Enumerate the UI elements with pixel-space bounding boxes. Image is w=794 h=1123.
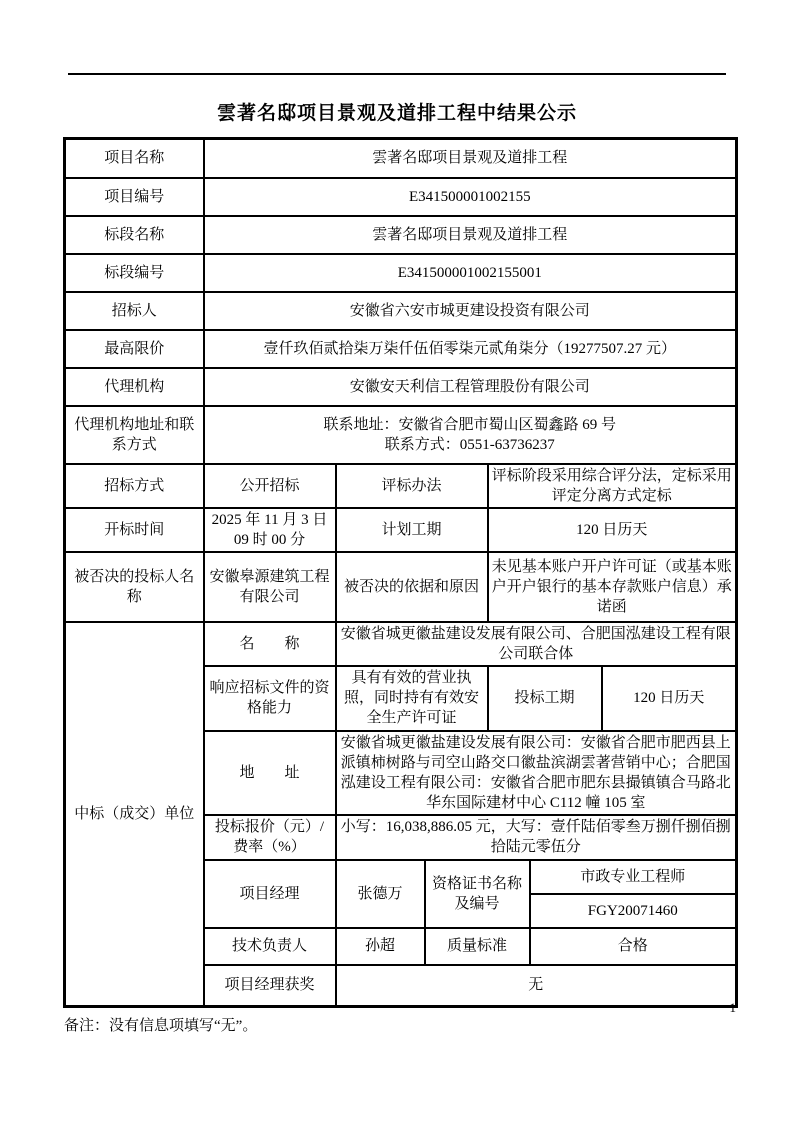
tech-lead-value: 孙超 — [336, 928, 425, 965]
tender-method-value: 公开招标 — [204, 464, 336, 508]
rejected-bidder-value: 安徽皋源建筑工程有限公司 — [204, 552, 336, 622]
qualification-label: 响应招标文件的资格能力 — [204, 666, 336, 731]
bid-result-table — [63, 137, 738, 1008]
table-row — [65, 552, 737, 622]
table-row — [65, 330, 737, 368]
section-code-label: 标段编号 — [65, 254, 204, 292]
tender-method-label: 招标方式 — [65, 464, 204, 508]
section-name-label: 标段名称 — [65, 216, 204, 254]
certificate-label: 资格证书名称及编号 — [425, 860, 530, 928]
certificate-name-value: 市政专业工程师 — [530, 860, 737, 894]
table-row — [65, 508, 737, 552]
table-row — [65, 216, 737, 254]
bid-price-value: 小写：16,038,886.05 元，大写：壹仟陆佰零叁万捌仟捌佰捌拾陆元零伍分 — [336, 815, 737, 860]
quality-standard-value: 合格 — [530, 928, 737, 965]
quality-standard-label: 质量标准 — [425, 928, 530, 965]
bid-price-label: 投标报价（元）/费率（%） — [204, 815, 336, 860]
tenderee-label: 招标人 — [65, 292, 204, 330]
winner-name-label: 名 称 — [204, 622, 336, 666]
planned-duration-value: 120 日历天 — [488, 508, 737, 552]
evaluation-method-value: 评标阶段采用综合评分法，定标采用评定分离方式定标 — [488, 464, 737, 508]
project-name-label: 项目名称 — [65, 139, 204, 178]
section-name-value: 雲著名邸项目景观及道排工程 — [204, 216, 737, 254]
page-title: 雲著名邸项目景观及道排工程中结果公示 — [216, 103, 577, 124]
pm-awards-value: 无 — [336, 965, 737, 1007]
table-row — [65, 254, 737, 292]
section-code-value: E341500001002155001 — [204, 254, 737, 292]
agency-contact-value — [204, 406, 737, 464]
agency-label: 代理机构 — [65, 368, 204, 406]
max-price-label: 最高限价 — [65, 330, 204, 368]
table-row — [65, 464, 737, 508]
project-manager-value: 张德万 — [336, 860, 425, 928]
table-row — [65, 368, 737, 406]
tenderee-value: 安徽省六安市城更建设投资有限公司 — [204, 292, 737, 330]
table-row — [65, 139, 737, 178]
agency-contact-address: 联系地址：安徽省合肥市蜀山区蜀鑫路 69 号 — [323, 416, 617, 433]
table-row — [65, 406, 737, 464]
project-code-value: E341500001002155 — [204, 178, 737, 216]
max-price-value: 壹仟玖佰贰拾柒万柒仟伍佰零柒元贰角柒分（19277507.27 元） — [204, 330, 737, 368]
table-row — [65, 178, 737, 216]
bid-opening-time-label: 开标时间 — [65, 508, 204, 552]
address-value: 安徽省城更徽盐建设发展有限公司：安徽省合肥市肥西县上派镇柿树路与司空山路交口徽盐滨湖雲著营销中心；合肥国泓建设工程有限公司：安徽省合肥市肥东县撮镇镇合马路北华东国际建材中心 C112 幢 105 室 — [336, 731, 737, 815]
bid-duration-value: 120 日历天 — [602, 666, 737, 731]
evaluation-method-label: 评标办法 — [336, 464, 488, 508]
certificate-no-value: FGY20071460 — [530, 894, 737, 928]
bid-duration-label: 投标工期 — [488, 666, 602, 731]
agency-contact-label: 代理机构地址和联系方式 — [65, 406, 204, 464]
address-label: 地 址 — [204, 731, 336, 815]
project-name-value: 雲著名邸项目景观及道排工程 — [204, 139, 737, 178]
page-number: 1 — [729, 1000, 736, 1015]
rejected-bidder-label: 被否决的投标人名称 — [65, 552, 204, 622]
bid-opening-time-value: 2025 年 11 月 3 日 09 时 00 分 — [204, 508, 336, 552]
table-row — [65, 622, 737, 666]
table-row — [65, 292, 737, 330]
project-manager-label: 项目经理 — [204, 860, 336, 928]
agency-value: 安徽安天利信工程管理股份有限公司 — [204, 368, 737, 406]
footer-note: 备注：没有信息项填写“无”。 — [64, 1018, 258, 1034]
tech-lead-label: 技术负责人 — [204, 928, 336, 965]
winner-name-value: 安徽省城更徽盐建设发展有限公司、合肥国泓建设工程有限公司联合体 — [336, 622, 737, 666]
qualification-value: 具有有效的营业执照，同时持有有效安全生产许可证 — [336, 666, 488, 731]
pm-awards-label: 项目经理获奖 — [204, 965, 336, 1007]
project-code-label: 项目编号 — [65, 178, 204, 216]
planned-duration-label: 计划工期 — [336, 508, 488, 552]
rejection-reason-label: 被否决的依据和原因 — [336, 552, 488, 622]
winner-section-label: 中标（成交）单位 — [65, 622, 204, 1007]
agency-contact-phone: 联系方式：0551-63736237 — [384, 436, 555, 453]
header-rule — [68, 73, 726, 75]
rejection-reason-value: 未见基本账户开户许可证（或基本账户开户银行的基本存款账户信息）承诺函 — [488, 552, 737, 622]
